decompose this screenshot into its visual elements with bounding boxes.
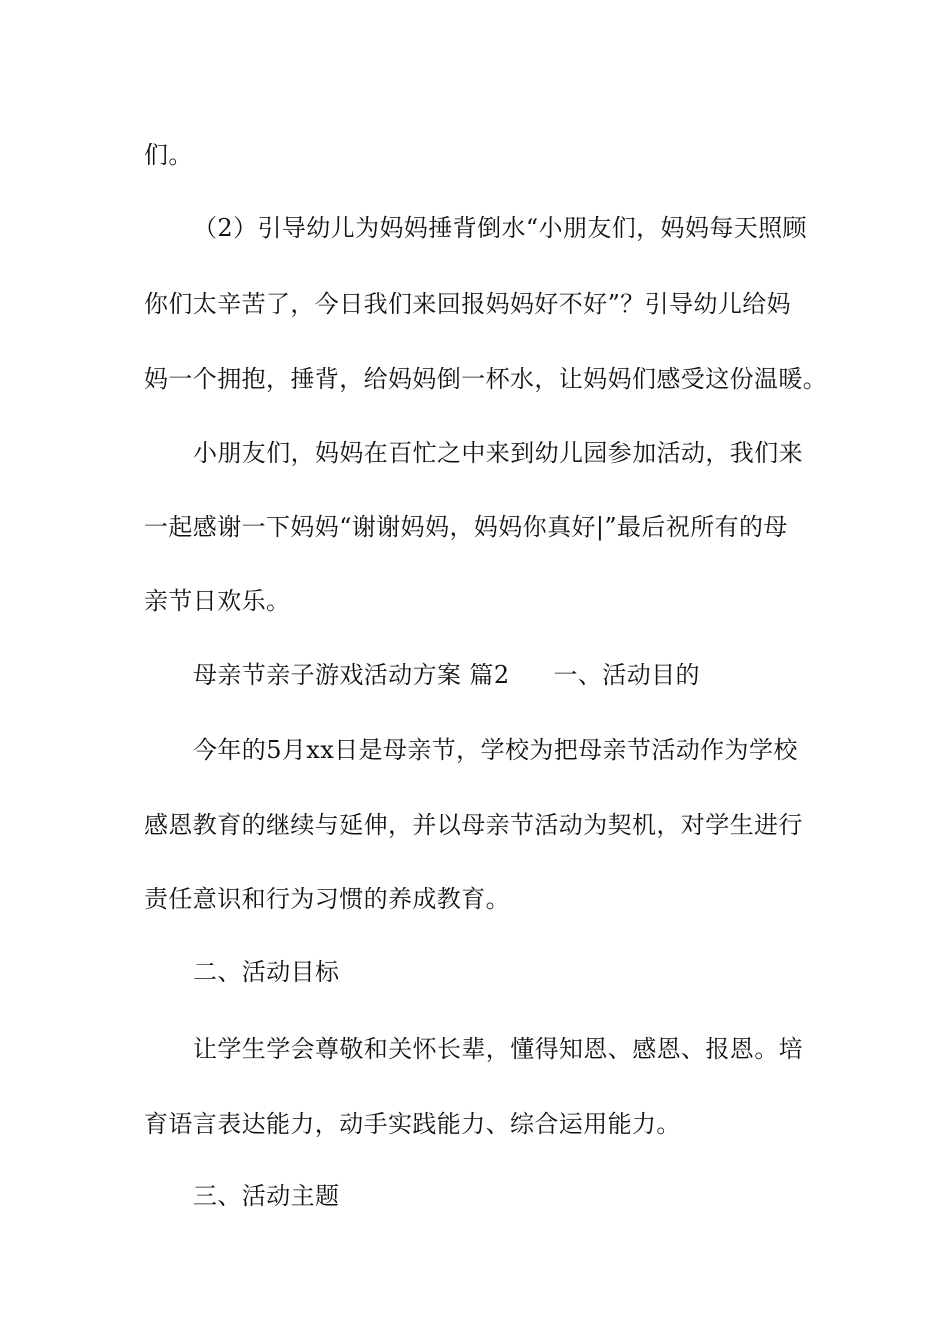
section-heading: 二、活动目标 [193, 958, 340, 986]
paragraph-line: 让学生学会尊敬和关怀长辈，懂得知恩、感恩、报恩。培 [193, 1035, 803, 1063]
paragraph-line: 们。 [144, 141, 193, 169]
paragraph-line: 亲节日欢乐。 [144, 587, 291, 615]
paragraph-line: 你们太辛苦了，今日我们来回报妈妈好不好”？引导幼儿给妈 [144, 290, 792, 318]
section-heading-line [193, 660, 700, 690]
paragraph-line: 妈一个拥抱，捶背，给妈妈倒一杯水，让妈妈们感受这份温暖。 [144, 365, 828, 393]
section-heading: 一、活动目的 [553, 661, 700, 689]
section-heading: 三、活动主题 [193, 1182, 340, 1210]
document-title: 母亲节亲子游戏活动方案 篇2 [193, 661, 510, 689]
paragraph-line: 今年的5月xx日是母亲节，学校为把母亲节活动作为学校 [193, 736, 798, 764]
paragraph-line: 一起感谢一下妈妈“谢谢妈妈，妈妈你真好|”最后祝所有的母 [144, 513, 788, 541]
paragraph-line: （2）引导幼儿为妈妈捶背倒水“小朋友们，妈妈每天照顾 [193, 214, 807, 242]
paragraph-line: 小朋友们，妈妈在百忙之中来到幼儿园参加活动，我们来 [193, 439, 803, 467]
paragraph-line: 育语言表达能力，动手实践能力、综合运用能力。 [144, 1110, 681, 1138]
paragraph-line: 责任意识和行为习惯的养成教育。 [144, 885, 510, 913]
paragraph-line: 感恩教育的继续与延伸，并以母亲节活动为契机，对学生进行 [144, 811, 803, 839]
